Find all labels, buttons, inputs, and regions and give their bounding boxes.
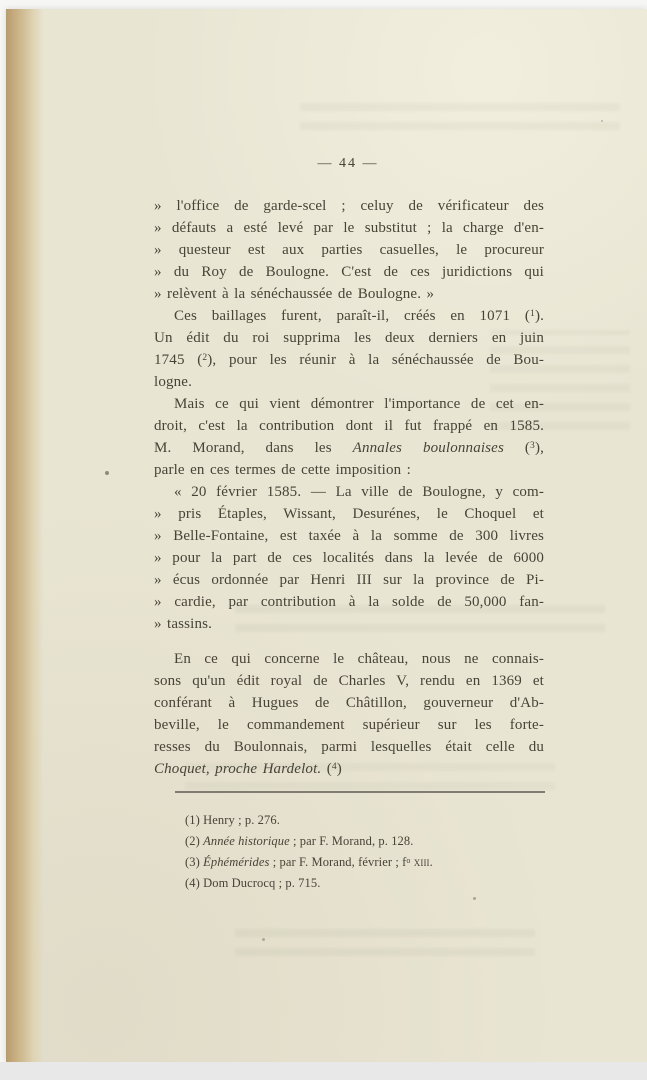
text-line: droit, c'est la contribution dont il fut frappé en 1585. (154, 418, 544, 434)
paper-speck (601, 120, 603, 122)
footnote-rule (175, 791, 545, 793)
text-line: » l'office de garde-scel ; celuy de vérificateur des (154, 198, 544, 214)
text-line: » écus ordonnée par Henri III sur la province de Pi- (154, 572, 544, 588)
text-line: conférant à Hugues de Châtillon, gouverneur d'Ab- (154, 695, 544, 711)
text-line: » relèvent à la sénéchaussée de Boulogne. » (154, 286, 435, 302)
text-line: resses du Boulonnais, parmi lesquelles était celle du (154, 739, 544, 755)
text-line: En ce qui concerne le château, nous ne connais- (174, 651, 544, 667)
text-line: Ces baillages furent, paraît-il, créés en 1071 ($^1$). (174, 308, 544, 324)
text-line: « 20 février 1585. — La ville de Boulogne, y com- (174, 484, 544, 500)
paper-speck (105, 471, 109, 475)
text-line: sons qu'un édit royal de Charles V, rendu en 1369 et (154, 673, 544, 689)
text-line: » cardie, par contribution à la solde de 50,000 fan- (154, 594, 544, 610)
text-line: logne. (154, 374, 192, 390)
paragraph (154, 195, 544, 305)
footnote: (3) Éphémérides ; par F. Morand, février ; $f^o$ xiii. (185, 855, 433, 869)
page-text (154, 195, 544, 780)
book-edge (6, 9, 44, 1062)
page-number: — 44 — (317, 156, 379, 171)
text-line: » du Roy de Boulogne. C'est de ces juridictions qui (154, 264, 544, 280)
paper-speck (262, 938, 265, 941)
text-line: parle en ces termes de cette imposition : (154, 462, 411, 478)
text-line: Un édit du roi supprima les deux derniers en juin (154, 330, 544, 346)
footnote: (2) Année historique ; par F. Morand, p. 128. (185, 834, 414, 848)
footnote: (1) Henry ; p. 276. (185, 813, 280, 827)
paragraph (154, 481, 544, 635)
paragraph (154, 648, 544, 780)
paragraph (154, 305, 544, 393)
text-line: 1745 ($^2$), pour les réunir à la sénéchaussée de Bou- (154, 352, 544, 368)
text-line: M. Morand, dans les Annales boulonnaises ($^3$), (154, 440, 544, 456)
text-line: » défauts a esté levé par le substitut ; la charge d'en- (154, 220, 544, 236)
text-line: » pris Étaples, Wissant, Desurénes, le Choquel et (154, 506, 544, 522)
text-line: » questeur est aux parties casuelles, le procureur (154, 242, 544, 258)
footnotes (185, 810, 545, 894)
footnote: (4) Dom Ducrocq ; p. 715. (185, 876, 321, 890)
text-line: » Belle-Fontaine, est taxée à la somme de 300 livres (154, 528, 544, 544)
scanner-background (0, 1062, 647, 1080)
text-line: Choquet, proche Hardelot. ($^4$) (154, 761, 342, 777)
paper-speck (473, 897, 476, 900)
text-line: Mais ce qui vient démontrer l'importance de cet en- (174, 396, 544, 412)
text-line: » pour la part de ces localités dans la levée de 6000 (154, 550, 544, 566)
text-line: » tassins. (154, 616, 213, 632)
paragraph (154, 393, 544, 481)
text-line: beville, le commandement supérieur sur les forte- (154, 717, 544, 733)
